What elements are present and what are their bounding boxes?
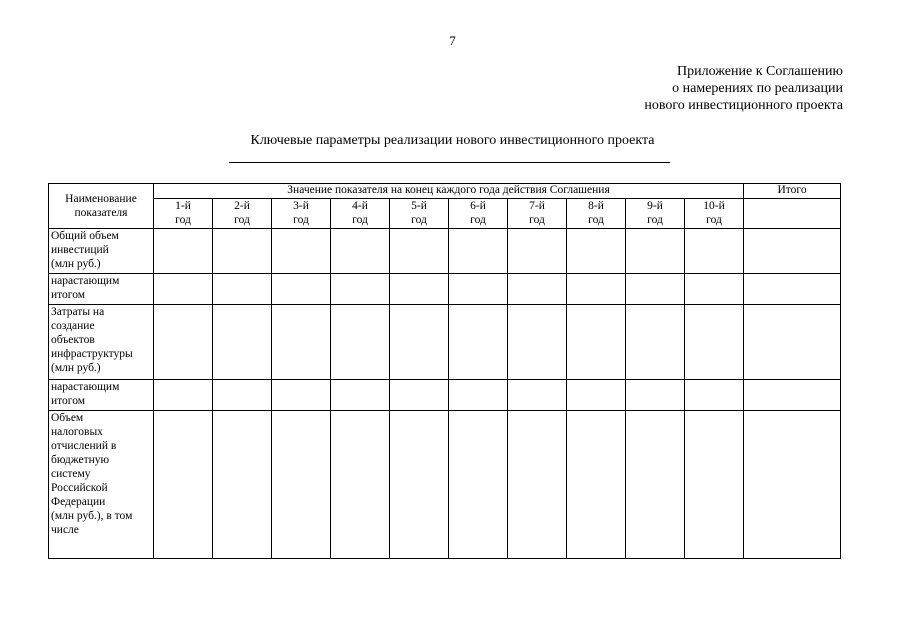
value-cell <box>449 274 508 305</box>
appendix-line: Приложение к Соглашению <box>677 64 843 79</box>
year-word: год <box>647 214 663 226</box>
year-number: 4-й <box>352 200 368 212</box>
year-word: год <box>470 214 486 226</box>
value-cell <box>567 229 626 274</box>
year-header-9 <box>626 199 685 229</box>
value-cell <box>508 411 567 559</box>
value-cell <box>154 411 213 559</box>
document-title: Ключевые параметры реализации нового инвестиционного проекта <box>250 133 655 148</box>
year-word: год <box>352 214 368 226</box>
value-cell <box>331 274 390 305</box>
year-header-10 <box>685 199 744 229</box>
value-cell <box>390 305 449 380</box>
value-cell <box>213 305 272 380</box>
year-word: год <box>588 214 604 226</box>
header-name-line: показателя <box>74 207 128 219</box>
title-underline <box>229 162 670 163</box>
year-header-4 <box>331 199 390 229</box>
year-word: год <box>529 214 545 226</box>
row-label-line: (млн руб.) <box>51 258 101 270</box>
year-number: 3-й <box>293 200 309 212</box>
value-cell <box>567 305 626 380</box>
value-cell <box>626 380 685 411</box>
header-year-values: Значение показателя на конец каждого года действия Соглашения <box>154 184 744 199</box>
table-row <box>49 274 841 305</box>
header-indicator-name <box>49 184 154 229</box>
value-cell <box>626 274 685 305</box>
value-cell <box>331 380 390 411</box>
row-label-line: нарастающим <box>51 381 120 393</box>
row-label-line: Общий объем <box>51 230 119 242</box>
value-cell <box>567 274 626 305</box>
year-number: 7-й <box>529 200 545 212</box>
value-cell <box>449 305 508 380</box>
page-number: 7 <box>449 33 456 48</box>
year-header-2 <box>213 199 272 229</box>
value-cell <box>390 380 449 411</box>
value-cell <box>626 305 685 380</box>
value-cell <box>331 229 390 274</box>
value-cell <box>508 274 567 305</box>
value-cell <box>685 229 744 274</box>
row-label-line: инвестиций <box>51 244 109 256</box>
value-cell <box>449 229 508 274</box>
total-cell <box>744 380 841 411</box>
value-cell <box>331 411 390 559</box>
value-cell <box>213 411 272 559</box>
value-cell <box>272 411 331 559</box>
value-cell <box>508 305 567 380</box>
value-cell <box>154 380 213 411</box>
row-label-line: создание <box>51 320 95 332</box>
year-word: год <box>293 214 309 226</box>
year-header-7 <box>508 199 567 229</box>
row-label-line: Объем <box>51 412 84 424</box>
value-cell <box>213 380 272 411</box>
value-cell <box>567 380 626 411</box>
value-cell <box>626 229 685 274</box>
value-cell <box>154 274 213 305</box>
year-header-8 <box>567 199 626 229</box>
value-cell <box>685 305 744 380</box>
year-header-3 <box>272 199 331 229</box>
year-number: 5-й <box>411 200 427 212</box>
table-row <box>49 305 841 380</box>
parameters-table <box>48 183 841 559</box>
total-header-empty-cell <box>744 199 841 229</box>
row-label-line: Затраты на <box>51 306 105 318</box>
row-label-line: отчислений в <box>51 440 117 452</box>
value-cell <box>685 380 744 411</box>
table-row <box>49 229 841 274</box>
value-cell <box>508 229 567 274</box>
row-label-line: (млн руб.), в том <box>51 510 133 522</box>
value-cell <box>685 411 744 559</box>
row-label <box>49 411 154 559</box>
row-label-line: бюджетную <box>51 454 110 466</box>
total-cell <box>744 274 841 305</box>
year-word: год <box>175 214 191 226</box>
value-cell <box>272 305 331 380</box>
value-cell <box>272 274 331 305</box>
appendix-line: нового инвестиционного проекта <box>644 98 843 113</box>
year-header-6 <box>449 199 508 229</box>
row-label <box>49 305 154 380</box>
year-number: 1-й <box>175 200 191 212</box>
row-label-line: систему <box>51 468 91 480</box>
value-cell <box>390 274 449 305</box>
row-label-line: (млн руб.) <box>51 362 101 374</box>
row-label-line: нарастающим <box>51 275 120 287</box>
row-label-line: итогом <box>51 395 86 407</box>
value-cell <box>685 274 744 305</box>
value-cell <box>567 411 626 559</box>
row-label <box>49 380 154 411</box>
year-header-5 <box>390 199 449 229</box>
row-label-line: числе <box>51 524 79 536</box>
year-header-1 <box>154 199 213 229</box>
total-cell <box>744 305 841 380</box>
year-number: 9-й <box>647 200 663 212</box>
year-number: 10-й <box>703 200 725 212</box>
header-name-line: Наименование <box>65 193 137 205</box>
year-word: год <box>706 214 722 226</box>
value-cell <box>449 411 508 559</box>
value-cell <box>272 380 331 411</box>
row-label-line: налоговых <box>51 426 103 438</box>
appendix-note <box>644 63 843 114</box>
value-cell <box>331 305 390 380</box>
year-number: 6-й <box>470 200 486 212</box>
total-cell <box>744 229 841 274</box>
row-label-line: Федерации <box>51 496 106 508</box>
row-label <box>49 229 154 274</box>
value-cell <box>154 305 213 380</box>
table-row <box>49 380 841 411</box>
table-row <box>49 411 841 559</box>
row-label-line: Российской <box>51 482 108 494</box>
value-cell <box>154 229 213 274</box>
value-cell <box>213 274 272 305</box>
row-label-line: инфраструктуры <box>51 348 133 360</box>
year-word: год <box>411 214 427 226</box>
value-cell <box>449 380 508 411</box>
year-word: год <box>234 214 250 226</box>
value-cell <box>626 411 685 559</box>
header-total: Итого <box>744 184 841 199</box>
value-cell <box>390 411 449 559</box>
value-cell <box>390 229 449 274</box>
year-number: 2-й <box>234 200 250 212</box>
row-label <box>49 274 154 305</box>
value-cell <box>213 229 272 274</box>
year-number: 8-й <box>588 200 604 212</box>
row-label-line: итогом <box>51 289 86 301</box>
value-cell <box>508 380 567 411</box>
total-cell <box>744 411 841 559</box>
row-label-line: объектов <box>51 334 95 346</box>
appendix-line: о намерениях по реализации <box>672 81 843 96</box>
value-cell <box>272 229 331 274</box>
